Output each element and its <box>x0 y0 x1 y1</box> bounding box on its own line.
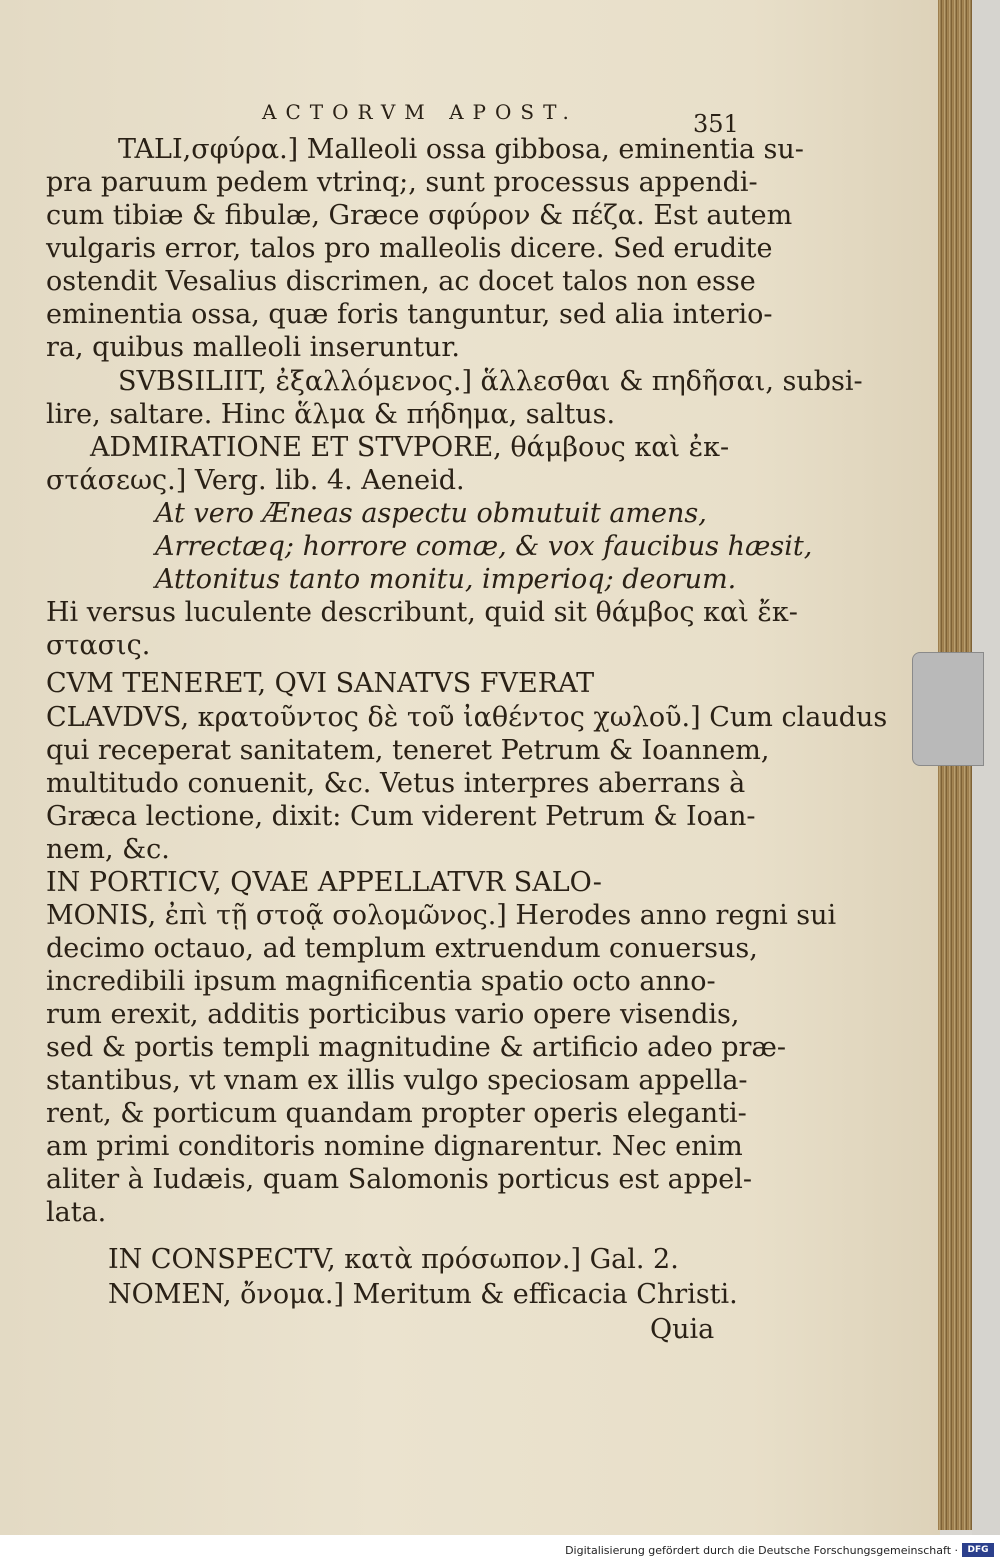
text-line: cum tibiæ & fibulæ, Græce σφύρον & πέζα. Est autem <box>46 200 793 231</box>
catchword: Quia <box>650 1314 715 1345</box>
text-line: MONIS, ἐπὶ τῇ στοᾷ σολομῶνος.] Herodes anno regni sui <box>46 900 837 931</box>
text-line: multitudo conuenit, &c. Vetus interpres aberrans à <box>46 768 746 799</box>
text-line: nem, &c. <box>46 834 170 865</box>
text-line: pra paruum pedem vtrinq;, sunt processus appendi- <box>46 167 758 198</box>
text-line: decimo octauo, ad templum extruendum conuersus, <box>46 933 758 964</box>
text-line: IN PORTICV, QVAE APPELLATVR SALO- <box>46 867 602 898</box>
bookmark-clip <box>912 652 984 766</box>
footer-credit: Digitalisierung gefördert durch die Deutsche Forschungsgemeinschaft · <box>565 1544 958 1557</box>
text-line: ra, quibus malleoli inseruntur. <box>46 332 460 363</box>
dfg-logo-icon: DFG <box>962 1543 994 1557</box>
text-line: rum erexit, additis porticibus vario opere visendis, <box>46 999 740 1030</box>
text-line: qui receperat sanitatem, teneret Petrum & Ioannem, <box>46 735 770 766</box>
scan-margin <box>972 0 1000 1535</box>
text-line: στασις. <box>46 630 151 661</box>
text-line: TALI,σφύρα.] Malleoli ossa gibbosa, eminentia su- <box>118 134 804 165</box>
text-line: sed & portis templi magnitudine & artificio adeo præ- <box>46 1032 786 1063</box>
verse-line: At vero Æneas aspectu obmutuit amens, <box>155 498 707 529</box>
text-line: incredibili ipsum magnificentia spatio octo anno- <box>46 966 716 997</box>
text-line: lire, saltare. Hinc ἅλμα & πήδημα, saltus. <box>46 399 616 430</box>
verse-line: Arrectæq; horrore comæ, & vox faucibus hæsit, <box>155 531 813 562</box>
text-line: aliter à Iudæis, quam Salomonis porticus est appel- <box>46 1164 753 1195</box>
running-head: ACTORVM APOST. <box>262 100 578 124</box>
text-line: rent, & porticum quandam propter operis eleganti- <box>46 1098 747 1129</box>
text-line: am primi conditoris nomine dignarentur. Nec enim <box>46 1131 743 1162</box>
text-line: lata. <box>46 1197 107 1228</box>
text-line: stantibus, vt vnam ex illis vulgo speciosam appella- <box>46 1065 748 1096</box>
text-line: vulgaris error, talos pro malleolis dicere. Sed erudite <box>46 233 773 264</box>
text-line: ADMIRATIONE ET STVPORE, θάμβους καὶ ἐκ- <box>90 432 730 463</box>
text-line: στάσεως.] Verg. lib. 4. Aeneid. <box>46 465 465 496</box>
text-line: eminentia ossa, quæ foris tanguntur, sed alia interio- <box>46 299 773 330</box>
footer-bar <box>0 1535 1000 1565</box>
verse-line: Attonitus tanto monitu, imperioq; deorum. <box>155 564 737 595</box>
text-line: NOMEN, ὄνομα.] Meritum & efficacia Christi. <box>108 1279 738 1310</box>
text-line: Hi versus luculente describunt, quid sit θάμβος καὶ ἔκ- <box>46 597 798 628</box>
text-line: IN CONSPECTV, κατὰ πρόσωπον.] Gal. 2. <box>108 1244 679 1275</box>
text-line: CVM TENERET, QVI SANATVS FVERAT <box>46 668 595 699</box>
text-line: SVBSILIIT, ἐξαλλόμενος.] ἅλλεσθαι & πηδῆσαι, subsi- <box>118 366 863 397</box>
text-line: ostendit Vesalius discrimen, ac docet talos non esse <box>46 266 756 297</box>
text-line: CLAVDVS, κρατοῦντος δὲ τοῦ ἰαθέντος χωλοῦ.] Cum claudus <box>46 702 888 733</box>
text-line: Græca lectione, dixit: Cum viderent Petrum & Ioan- <box>46 801 756 832</box>
page-number: 351 <box>693 110 739 138</box>
